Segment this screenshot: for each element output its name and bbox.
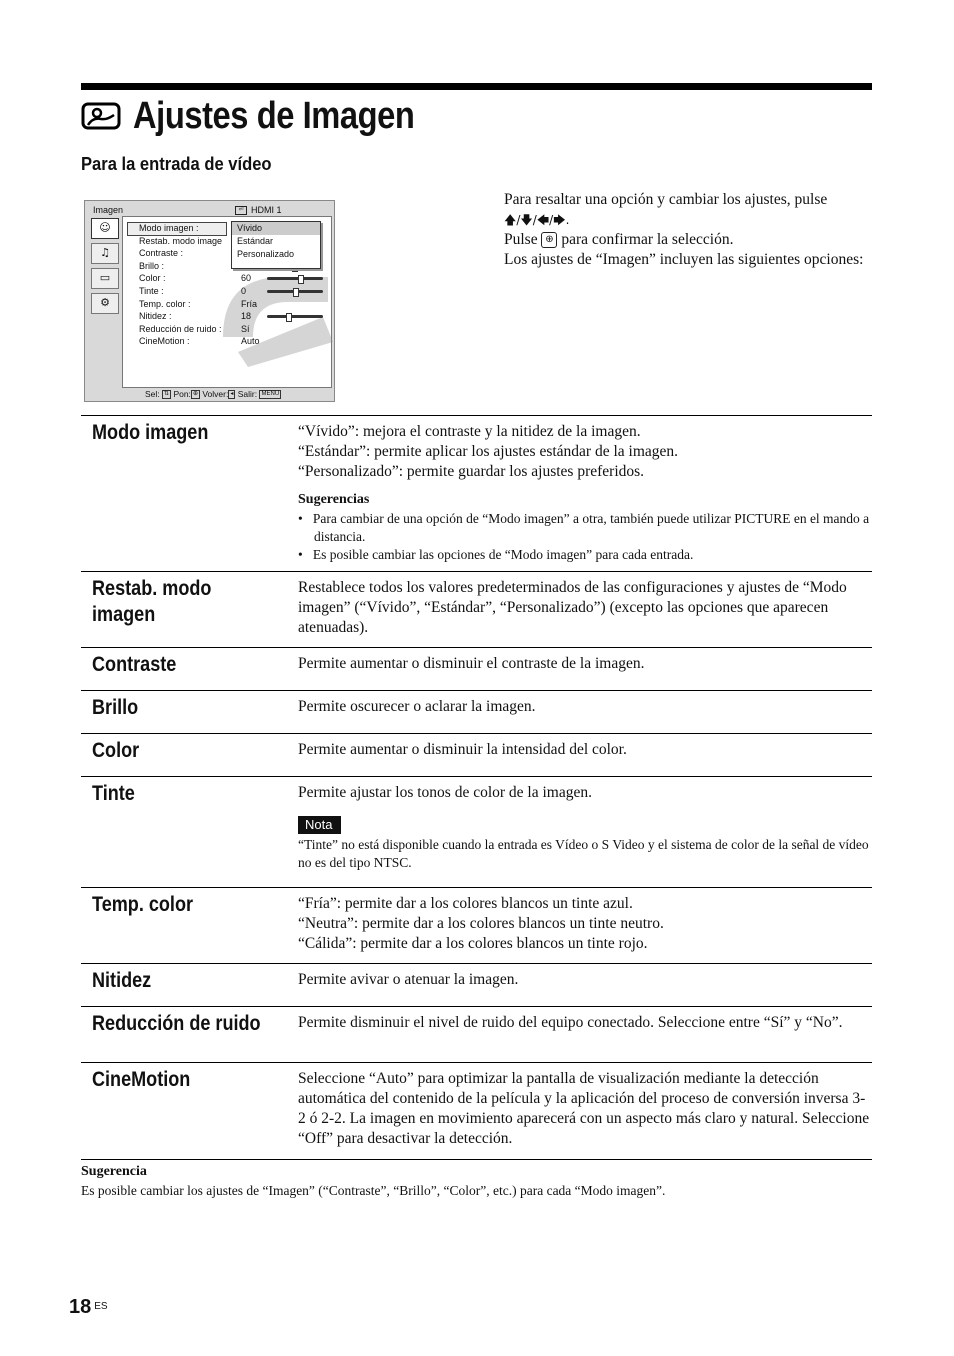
osd-panel [122,216,332,388]
row-term: Temp. color [92,893,194,916]
title-rule [81,83,872,90]
table-row [81,648,872,691]
row-term: Modo imagen [92,421,209,444]
row-desc: “Vívido”: mejora el contraste y la nitidez de la imagen. “Estándar”: permite aplicar los ajustes estándar de la imagen. “Personalizado”: permite guardar los ajustes preferidos. Sugerencias • Para cambiar de una opción de “Modo imagen” a otra, también puede utilizar PICTURE en el mando a distancia. • Es posible cambiar las opciones de “Modo imagen” para cada entrada. [298,416,872,571]
picture-tab-icon: ☺ [91,218,119,239]
row-term: Brillo [92,696,139,719]
osd-row-value: Sí [241,323,250,334]
intro-line2b: para confirmar la selección. [561,231,734,248]
table-row [81,1063,872,1160]
osd-row-value: Fría [241,298,258,309]
osd-foot-salir: Salir: [237,389,258,399]
sound-tab-icon: ♫ [91,243,119,264]
setup-tab-icon: ⚙ [91,293,119,314]
row-desc: Permite oscurecer o aclarar la imagen. [298,698,536,715]
osd-row-label: Tinte : [139,286,164,296]
enter-key-icon: ⊕ [541,232,557,248]
osd-foot-sel: Sel: [145,389,160,399]
osd-popup-option: Personalizado [237,249,295,259]
tip-item: • Para cambiar de una opción de “Modo imagen” a otra, también puede utilizar PICTURE en el mando a distancia. [298,511,870,544]
osd-row-value: 18 [241,311,252,322]
arrow-keys-icon: 🡅/🡇/🡄/🡆. [504,213,570,227]
osd-row-label: Restab. modo image [139,235,223,246]
settings-table [81,415,872,1160]
osd-row-value: 0 [241,286,247,296]
row-term: Contraste [92,653,177,676]
page-title-text: Ajustes de Imagen [133,94,415,137]
row-term: Color [92,739,140,762]
osd-tabs [89,216,121,326]
row-desc: Permite avivar o atenuar la imagen. [298,971,519,988]
row-term: Tinte [92,782,135,805]
intro-line2a: Pulse [504,231,538,248]
row-desc: Restablece todos los valores predeterminados de las configuraciones y ajustes de “Modo imagen” (“Vívido”, “Estándar”, “Personalizado”) (excepto las opciones que aparecen atenuadas). [298,579,847,636]
table-row [81,777,872,888]
row-term: CineMotion [92,1068,191,1091]
page-lang: ES [94,1301,108,1312]
osd-popup-option: Vívido [232,222,320,235]
tips-heading: Sugerencias [298,492,370,507]
osd-row-value: Auto [241,336,260,347]
screen-tab-icon: ▭ [91,268,119,289]
osd-row-label: Nitidez : [139,311,172,322]
table-row [81,734,872,777]
osd-foot-volver: Volver: [202,389,229,399]
tip-item: • Es posible cambiar las opciones de “Modo imagen” para cada entrada. [298,547,694,562]
osd-footer [145,389,281,399]
row-desc: Seleccione “Auto” para optimizar la pantalla de visualización mediante la detección automática del contenido de la película y la aplicación del proceso de conversión inversa 3-2 ó 2-2. La imagen en movimiento aparecerá con un aspecto más claro y natural. Seleccione “Off” para desactivar la detección. [298,1070,870,1147]
note-badge: Nota [298,816,341,834]
osd-input-label: HDMI 1 [251,205,282,215]
osd-row-label: Reducción de ruido : [139,323,222,334]
row-desc: Permite aumentar o disminuir la intensidad del color. [298,741,627,758]
page-number [69,1296,108,1319]
osd-popup [231,221,321,269]
row-term: Reducción de ruido [92,1012,261,1035]
osd-header: Imagen [93,205,124,215]
row-desc: Permite aumentar o disminuir el contraste de la imagen. [298,655,645,672]
input-icon: ⏎ [235,206,247,215]
footnote-heading: Sugerencia [81,1164,147,1179]
menu-key-icon: MENU [261,391,280,398]
row-desc: “Fría”: permite dar a los colores blancos un tinte azul. “Neutra”: permite dar a los colores blancos un tinte neutro. “Cálida”: permite dar a los colores blancos un tinte rojo. [298,895,664,952]
table-row [81,964,872,1007]
intro-line3: Los ajustes de “Imagen” incluyen las siguientes opciones: [504,251,864,268]
table-row [81,888,872,964]
osd-popup-option: Estándar [237,236,274,246]
footnote-text: Es posible cambiar los ajustes de “Imagen” (“Contraste”, “Brillo”, “Color”, etc.) para cada “Modo imagen”. [81,1183,666,1198]
table-row [81,572,872,648]
watermark-graphic [203,257,343,367]
osd-row-label: Modo imagen : [139,223,199,233]
page-title [81,94,460,138]
back-key-icon: ◂ [230,391,234,398]
row-desc: Permite disminuir el nivel de ruido del equipo conectado. Seleccione entre “Sí” y “No”. [298,1014,843,1031]
row-term: Nitidez [92,969,152,992]
osd-row-label: Temp. color : [139,298,191,309]
osd-row-label: Contraste : [139,248,184,259]
section-subtitle: Para la entrada de vídeo [81,154,272,174]
intro-line1: Para resaltar una opción y cambiar los ajustes, pulse [504,191,828,208]
osd-level-bar [267,315,323,318]
picture-icon [81,102,121,130]
updown-key-icon: ⇅ [164,391,170,398]
table-row [81,416,872,572]
osd-row-label: CineMotion : [139,336,190,347]
osd-menu-screenshot [84,200,335,402]
footnote [81,1164,881,1199]
row-term: Restab. modo imagen [92,577,212,626]
osd-level-bar [267,290,323,293]
osd-row-label: Brillo : [139,260,165,271]
intro-text [504,190,874,270]
enter-key-icon: ⊕ [192,391,198,398]
osd-row-value: 60 [241,273,252,284]
table-row [81,1007,872,1063]
osd-input-indicator [235,205,282,215]
osd-row-label: Color : [139,273,166,284]
note-text: “Tinte” no está disponible cuando la entrada es Vídeo o S Video y el sistema de color de la señal de vídeo no es del tipo NTSC. [298,837,869,870]
row-desc: Permite ajustar los tonos de color de la imagen. Nota “Tinte” no está disponible cuando la entrada es Vídeo o S Video y el sistema de color de la señal de vídeo no es del tipo NTSC. [298,777,872,887]
page-number-value: 18 [69,1296,92,1318]
osd-level-bar [267,277,323,280]
osd-foot-pon: Pon: [173,389,191,399]
table-row [81,691,872,734]
